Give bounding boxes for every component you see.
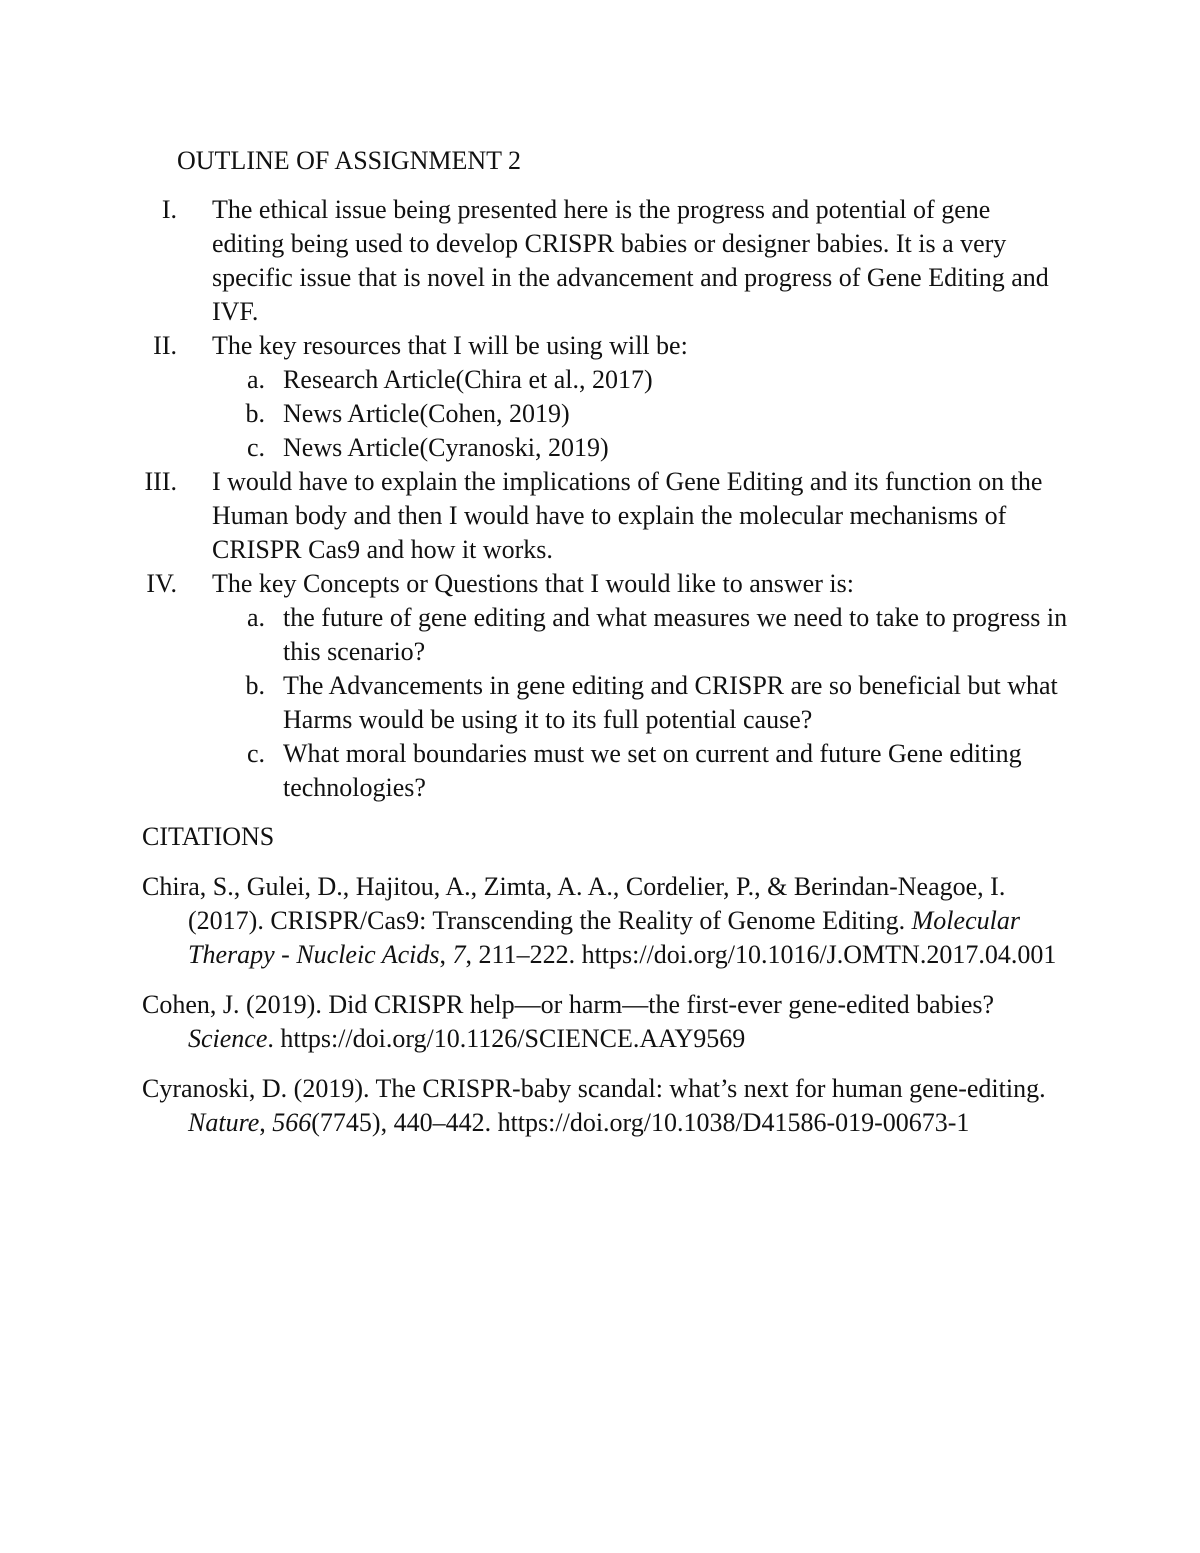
subitem-text: The Advancements in gene editing and CRISPR are so beneficial but what Harms would be using it to its full potential cause?	[283, 671, 1058, 734]
reference-separator: ,	[259, 1108, 273, 1137]
outline-item	[0, 193, 1200, 329]
reference-text: Chira, S., Gulei, D., Hajitou, A., Zimta, A. A., Cordelier, P., & Berindan-Neagoe, I. (2017). CRISPR/Cas9: Transcending the Reality of Genome Editing.	[142, 872, 1006, 935]
subitem-text: News Article(Cyranoski, 2019)	[283, 433, 609, 462]
reference-entry	[142, 870, 1072, 972]
outline-list	[0, 193, 1200, 805]
reference-entry	[142, 1072, 1072, 1140]
subitem-text: What moral boundaries must we set on current and future Gene editing technologies?	[283, 739, 1022, 802]
subitem-text: the future of gene editing and what measures we need to take to progress in this scenario?	[283, 603, 1068, 666]
page-title: OUTLINE OF ASSIGNMENT 2	[177, 146, 522, 175]
reference-tail: (7745), 440–442. https://doi.org/10.1038/D41586-019-00673-1	[311, 1108, 970, 1137]
reference-tail: , 211–222. https://doi.org/10.1016/J.OMTN.2017.04.001	[465, 940, 1057, 969]
reference-list	[142, 870, 1072, 1156]
reference-journal: Science	[188, 1024, 268, 1053]
outline-item	[0, 465, 1200, 567]
subitem-letter: a.	[246, 365, 265, 394]
reference-text: Cohen, J. (2019). Did CRISPR help—or harm—the first-ever gene-edited babies?	[142, 990, 995, 1019]
citations-heading: CITATIONS	[142, 822, 275, 851]
reference-text: Cyranoski, D. (2019). The CRISPR-baby scandal: what’s next for human gene-editing.	[142, 1074, 1046, 1103]
subitem-text: News Article(Cohen, 2019)	[283, 399, 570, 428]
outline-subitem	[0, 669, 1200, 737]
subitem-letter: b.	[245, 399, 265, 428]
outline-item-text: I would have to explain the implications of Gene Editing and its function on the Human body and then I would have to explain the molecular mechanisms of CRISPR Cas9 and how it works.	[212, 467, 1043, 564]
outline-item-text: The ethical issue being presented here is the progress and potential of gene editing being used to develop CRISPR babies or designer babies. It is a very specific issue that is novel in the advancement and progress of Gene Editing and IVF.	[212, 195, 1049, 326]
subitem-letter: c.	[246, 433, 265, 462]
outline-item	[0, 329, 1200, 465]
outline-subitem	[0, 363, 1200, 397]
reference-volume: 566	[272, 1108, 312, 1137]
outline-subitem	[0, 431, 1200, 465]
outline-numeral: III.	[144, 467, 177, 496]
outline-subitem	[0, 601, 1200, 669]
subitem-letter: a.	[246, 603, 265, 632]
reference-tail: . https://doi.org/10.1126/SCIENCE.AAY9569	[267, 1024, 746, 1053]
outline-subitem	[0, 397, 1200, 431]
reference-separator: ,	[439, 940, 453, 969]
reference-journal: Nature	[188, 1108, 260, 1137]
reference-volume: 7	[452, 940, 466, 969]
outline-item	[0, 567, 1200, 805]
subitem-letter: c.	[246, 739, 265, 768]
outline-numeral: I.	[161, 195, 177, 224]
outline-item-text: The key Concepts or Questions that I would like to answer is:	[212, 569, 854, 598]
outline-subitem	[0, 737, 1200, 805]
subitem-letter: b.	[245, 671, 265, 700]
outline-numeral: II.	[153, 331, 177, 360]
subitem-text: Research Article(Chira et al., 2017)	[283, 365, 653, 394]
outline-numeral: IV.	[146, 569, 177, 598]
reference-journal: Molecular Therapy - Nucleic Acids	[188, 906, 1020, 969]
outline-item-text: The key resources that I will be using will be:	[212, 331, 688, 360]
reference-entry	[142, 988, 1072, 1056]
